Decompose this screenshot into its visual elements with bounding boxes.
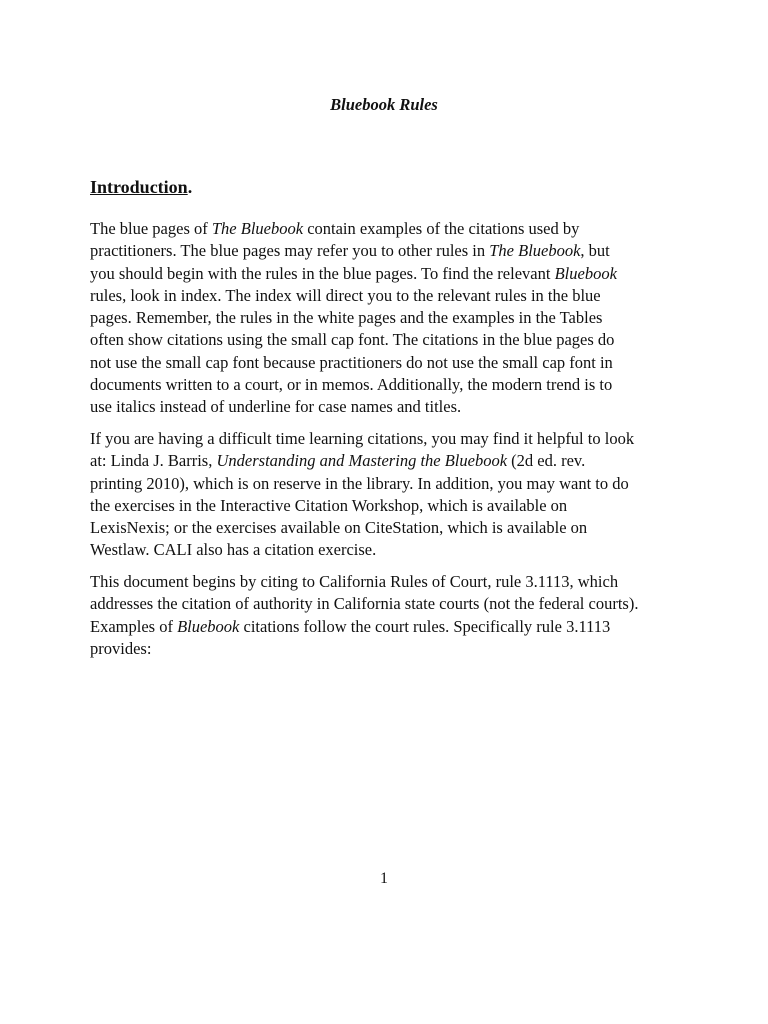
text-line [90,285,690,307]
paragraph-3 [90,571,690,660]
text-line [90,428,690,450]
italic-text-run: Understanding and Mastering the Bluebook [216,451,508,471]
text-line [90,638,690,660]
text-line [90,240,690,262]
text-run: pages. Remember, the rules in the white pages and the examples in the Tables [90,308,603,328]
text-line [90,495,690,517]
text-line [90,473,690,495]
text-line [90,517,690,539]
section-heading-text: Introduction [90,177,188,197]
text-line [90,307,690,329]
text-line [90,616,690,638]
text-run: you should begin with the rules in the blue pages. To find the relevant [90,263,555,283]
text-run: The blue pages of [90,219,212,238]
text-line [90,450,690,472]
text-line [90,329,690,351]
text-run: citations follow the court rules. Specifically rule 3.1113 [239,616,611,636]
italic-text-run: The Bluebook [489,241,581,261]
italic-text-run: Bluebook [177,616,240,636]
document-title: Bluebook Rules [330,95,438,114]
text-run: use italics instead of underline for case names and titles. [90,397,462,417]
text-run: documents written to a court, or in memos. Additionally, the modern trend is to [90,375,613,395]
text-run: If you are having a difficult time learning citations, you may find it helpful to look [90,429,635,448]
text-run: contain examples of the citations used by [303,219,580,238]
text-run: addresses the citation of authority in California state courts (not the federal courts). [90,594,639,614]
text-run: LexisNexis; or the exercises available on CiteStation, which is available on [90,518,588,538]
text-line [90,396,690,418]
section-heading [90,176,192,198]
text-run: , but [580,241,610,261]
text-run: at: Linda J. Barris, [90,451,217,471]
section-heading-period: . [187,177,193,197]
text-run: rules, look in index. The index will direct you to the relevant rules in the blue [90,285,601,305]
text-run: This document begins by citing to California Rules of Court, rule 3.1113, which [90,572,619,591]
text-run: practitioners. The blue pages may refer you to other rules in [90,241,490,261]
italic-text-run: The Bluebook [211,219,304,238]
text-line [90,593,690,615]
text-line [90,539,690,561]
text-run: often show citations using the small cap font. The citations in the blue pages do [90,330,615,350]
text-run: the exercises in the Interactive Citation Workshop, which is available on [90,495,568,515]
text-run: Westlaw. CALI also has a citation exercise. [90,540,377,560]
paragraph-2 [90,428,690,562]
italic-text-run: Bluebook [554,263,617,283]
text-run: (2d ed. rev. [507,451,586,471]
page-number: 1 [380,870,388,887]
text-run: printing 2010), which is on reserve in the library. In addition, you may want to do [90,473,629,493]
text-run: provides: [90,638,152,658]
text-run: Examples of [90,616,178,636]
text-run: not use the small cap font because practitioners do not use the small cap font in [90,352,613,372]
text-line [90,571,690,593]
text-line [90,352,690,374]
text-line [90,374,690,396]
text-line [90,218,690,240]
text-line [90,263,690,285]
paragraph-1 [90,218,690,419]
